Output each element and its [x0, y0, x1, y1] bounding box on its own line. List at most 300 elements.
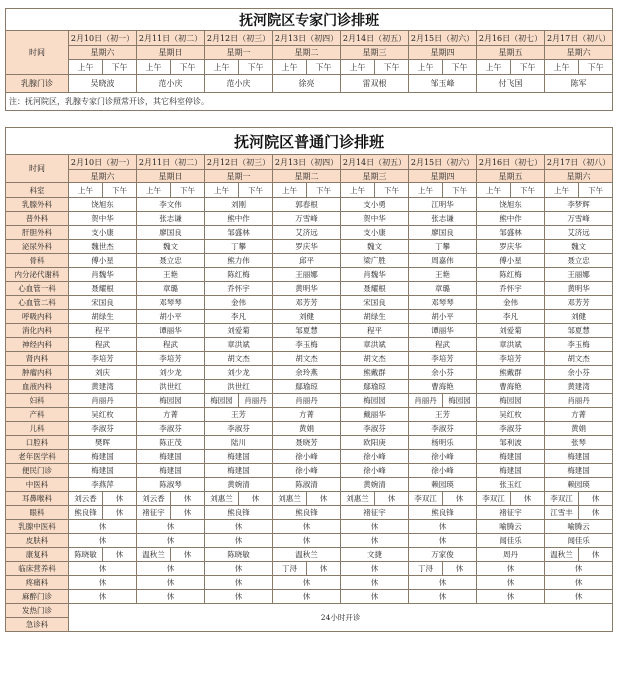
- doctor-cell: 程武: [69, 338, 137, 352]
- doctor-cell: 聂耀根: [341, 282, 409, 296]
- date-header: 2月15日（初六）: [409, 155, 477, 170]
- doctor-cell: 休: [409, 534, 477, 548]
- doctor-cell: 邹玉峰: [409, 75, 477, 93]
- doctor-cell-am: 肖丽丹: [409, 394, 443, 408]
- doctor-cell: 梅建国: [69, 450, 137, 464]
- doctor-cell: 休: [137, 562, 205, 576]
- weekday-header: 星期四: [409, 170, 477, 183]
- time-label: 时间: [6, 31, 69, 75]
- doctor-cell: 方菁: [137, 408, 205, 422]
- doctor-cell-pm: 休: [103, 548, 137, 562]
- doctor-cell-pm: 休: [103, 506, 137, 520]
- doctor-cell: 休: [545, 590, 613, 604]
- am-header: 上午: [273, 183, 307, 198]
- date-header: 2月11日（初二）: [137, 155, 205, 170]
- doctor-cell: 李淑芬: [341, 422, 409, 436]
- doctor-cell: 李培芳: [137, 352, 205, 366]
- dept-name: 康复科: [6, 548, 69, 562]
- doctor-cell: 休: [273, 590, 341, 604]
- doctor-cell: 刘少龙: [205, 366, 273, 380]
- doctor-cell: 胡绿生: [341, 310, 409, 324]
- doctor-cell: 刘爱菊: [205, 324, 273, 338]
- doctor-cell: 徐小峰: [273, 464, 341, 478]
- doctor-cell-am: 温秋兰: [545, 548, 579, 562]
- doctor-cell: 梅建国: [545, 450, 613, 464]
- doctor-cell: 贺中华: [341, 212, 409, 226]
- doctor-cell: 温秋兰: [273, 548, 341, 562]
- am-header: 上午: [545, 60, 579, 75]
- doctor-cell: 休: [341, 534, 409, 548]
- dept-name: 内分泌代谢科: [6, 268, 69, 282]
- doctor-cell: 曹海艳: [477, 380, 545, 394]
- doctor-cell: 陈军: [545, 75, 613, 93]
- doctor-cell-am: 江雪丰: [545, 506, 579, 520]
- doctor-cell: 王芳: [409, 408, 477, 422]
- weekday-header: 星期三: [341, 46, 409, 60]
- doctor-cell: 李淑芬: [205, 422, 273, 436]
- doctor-cell: 聂耀根: [69, 282, 137, 296]
- doctor-cell: 李淑芬: [137, 422, 205, 436]
- doctor-cell-am: 李双江: [545, 492, 579, 506]
- dept-name: 老年医学科: [6, 450, 69, 464]
- doctor-cell-pm: 休: [103, 492, 137, 506]
- doctor-cell: 周丹: [477, 548, 545, 562]
- am-header: 上午: [477, 183, 511, 198]
- doctor-cell: 范小庆: [205, 75, 273, 93]
- doctor-cell: 付飞国: [477, 75, 545, 93]
- am-header: 上午: [69, 183, 103, 198]
- dept-name: 肝胆外科: [6, 226, 69, 240]
- doctor-cell: 胡小平: [137, 310, 205, 324]
- doctor-cell: 支小勇: [341, 198, 409, 212]
- am-header: 上午: [545, 183, 579, 198]
- doctor-cell: 休: [477, 576, 545, 590]
- dept-name: 心血管一科: [6, 282, 69, 296]
- doctor-cell: 邹盛林: [205, 226, 273, 240]
- doctor-cell: 休: [69, 590, 137, 604]
- doctor-cell-pm: 休: [511, 492, 545, 506]
- doctor-cell: 陈淑琴: [137, 478, 205, 492]
- doctor-cell: 张玉红: [477, 478, 545, 492]
- doctor-cell-am: 李双江: [477, 492, 511, 506]
- doctor-cell: 谭丽华: [409, 324, 477, 338]
- weekday-header: 星期四: [409, 46, 477, 60]
- doctor-cell: 方菁: [273, 408, 341, 422]
- am-header: 上午: [409, 183, 443, 198]
- doctor-cell: 程武: [409, 338, 477, 352]
- doctor-cell: 黄婉清: [205, 478, 273, 492]
- doctor-cell: 支小康: [341, 226, 409, 240]
- am-header: 上午: [477, 60, 511, 75]
- doctor-cell: 休: [137, 590, 205, 604]
- doctor-cell: 黄明华: [545, 282, 613, 296]
- doctor-cell: 休: [205, 562, 273, 576]
- doctor-cell: 杨明乐: [409, 436, 477, 450]
- doctor-cell: 徐小峰: [341, 464, 409, 478]
- doctor-cell: 刘健: [545, 310, 613, 324]
- doctor-cell: 休: [137, 534, 205, 548]
- date-header: 2月17日（初八）: [545, 155, 613, 170]
- pm-header: 下午: [307, 60, 341, 75]
- doctor-cell: 熊中作: [205, 212, 273, 226]
- doctor-cell: 周嘉伟: [409, 254, 477, 268]
- doctor-cell: 休: [137, 576, 205, 590]
- doctor-cell: 陈正茂: [137, 436, 205, 450]
- dept-name: 临床营养科: [6, 562, 69, 576]
- doctor-cell: 胡文杰: [341, 352, 409, 366]
- doctor-cell: 魏文: [341, 240, 409, 254]
- doctor-cell: 欧阳庚: [341, 436, 409, 450]
- date-header: 2月16日（初七）: [477, 155, 545, 170]
- doctor-cell: 章洪斌: [341, 338, 409, 352]
- doctor-cell: 艾济远: [273, 226, 341, 240]
- dept-name: 血液内科: [6, 380, 69, 394]
- doctor-cell: 熊良锋: [273, 506, 341, 520]
- doctor-cell: 梅园园: [137, 394, 205, 408]
- doctor-cell: 魏文: [137, 240, 205, 254]
- doctor-cell: 熊良锋: [205, 506, 273, 520]
- doctor-cell-am: 丁浔: [409, 562, 443, 576]
- doctor-cell: 褚征宇: [477, 506, 545, 520]
- pm-header: 下午: [511, 60, 545, 75]
- doctor-cell: 徐小峰: [409, 450, 477, 464]
- doctor-cell: 李培芳: [477, 352, 545, 366]
- doctor-cell: 胡文杰: [205, 352, 273, 366]
- doctor-cell: 吴红枚: [477, 408, 545, 422]
- dept-name: 耳鼻喉科: [6, 492, 69, 506]
- dept-name: 骨科: [6, 254, 69, 268]
- doctor-cell: 肖丽丹: [545, 394, 613, 408]
- doctor-cell: 陈红梅: [477, 268, 545, 282]
- doctor-cell: 廖国良: [137, 226, 205, 240]
- doctor-cell: 李淑芬: [409, 422, 477, 436]
- doctor-cell: 休: [205, 576, 273, 590]
- weekday-header: 星期二: [273, 46, 341, 60]
- doctor-cell: 邹利波: [477, 436, 545, 450]
- am-header: 上午: [205, 60, 239, 75]
- doctor-cell: 乔怀宇: [205, 282, 273, 296]
- date-header: 2月11日（初二）: [137, 31, 205, 46]
- dept-name: 心血管二科: [6, 296, 69, 310]
- doctor-cell: 范小庆: [137, 75, 205, 93]
- doctor-cell-am: 温秋兰: [137, 548, 171, 562]
- weekday-header: 星期五: [477, 170, 545, 183]
- doctor-cell: 章璐: [409, 282, 477, 296]
- doctor-cell-pm: 休: [579, 492, 613, 506]
- doctor-cell: 丁攀: [409, 240, 477, 254]
- doctor-cell: 艾济远: [545, 226, 613, 240]
- doctor-cell: 休: [69, 576, 137, 590]
- doctor-cell: 王芳: [205, 408, 273, 422]
- dept-name: 泌尿外科: [6, 240, 69, 254]
- doctor-cell: 聂立忠: [137, 254, 205, 268]
- dept-name: 疼痛科: [6, 576, 69, 590]
- doctor-cell-pm: 肖丽丹: [239, 394, 273, 408]
- doctor-cell: 梅建国: [137, 450, 205, 464]
- doctor-cell: 胡文杰: [545, 352, 613, 366]
- doctor-cell: 鄢瑜琼: [341, 380, 409, 394]
- doctor-cell-pm: 休: [375, 492, 409, 506]
- doctor-cell: 梅建国: [69, 464, 137, 478]
- date-header: 2月14日（初五）: [341, 155, 409, 170]
- date-header: 2月13日（初四）: [273, 155, 341, 170]
- pm-header: 下午: [579, 183, 613, 198]
- doctor-cell: 洪世红: [205, 380, 273, 394]
- doctor-cell: 陆川: [205, 436, 273, 450]
- dept-label: 科室: [6, 183, 69, 198]
- doctor-cell: 廖国良: [409, 226, 477, 240]
- doctor-cell: 熊戴群: [477, 366, 545, 380]
- doctor-cell: 肖魏华: [69, 268, 137, 282]
- doctor-cell: 梅建国: [137, 464, 205, 478]
- doctor-cell: 肖丽丹: [69, 394, 137, 408]
- doctor-cell-pm: 休: [579, 548, 613, 562]
- doctor-cell: 陈晓敏: [205, 548, 273, 562]
- doctor-cell: 肖魏华: [341, 268, 409, 282]
- dept-name: 中医科: [6, 478, 69, 492]
- pm-header: 下午: [375, 183, 409, 198]
- doctor-cell: 乔怀宇: [477, 282, 545, 296]
- doctor-cell: 张琴: [545, 436, 613, 450]
- doctor-cell-pm: 休: [171, 492, 205, 506]
- weekday-header: 星期一: [205, 170, 273, 183]
- doctor-cell: 胡绿生: [69, 310, 137, 324]
- doctor-cell: 李梦辉: [545, 198, 613, 212]
- dept-name: 普外科: [6, 212, 69, 226]
- doctor-cell: 邱平: [273, 254, 341, 268]
- doctor-cell: 徐小峰: [273, 450, 341, 464]
- doctor-cell: 刘少龙: [137, 366, 205, 380]
- dept-name: 乳腺外科: [6, 198, 69, 212]
- expert-note: 注：抚河院区，乳腺专家门诊照常开诊，其它科室停诊。: [6, 93, 613, 111]
- doctor-cell: 雷双根: [341, 75, 409, 93]
- doctor-cell: 江明华: [409, 198, 477, 212]
- expert-schedule-table: [5, 8, 613, 111]
- doctor-cell: 休: [273, 534, 341, 548]
- doctor-cell-pm: 休: [239, 492, 273, 506]
- doctor-cell: 章璐: [137, 282, 205, 296]
- doctor-cell-am: 褚征宇: [137, 506, 171, 520]
- dept-name: 肿瘤内科: [6, 366, 69, 380]
- pm-header: 下午: [239, 183, 273, 198]
- doctor-cell: 章洪斌: [477, 338, 545, 352]
- doctor-cell: 刘庆: [69, 366, 137, 380]
- doctor-cell: 邓琴琴: [137, 296, 205, 310]
- doctor-cell: 鄢瑜琼: [273, 380, 341, 394]
- doctor-cell: 邓芳芳: [273, 296, 341, 310]
- dept-name: 神经内科: [6, 338, 69, 352]
- doctor-cell: 王丽娜: [545, 268, 613, 282]
- doctor-cell: 丁攀: [205, 240, 273, 254]
- doctor-cell: 梅建国: [477, 450, 545, 464]
- date-header: 2月12日（初三）: [205, 31, 273, 46]
- doctor-cell: 邓芳芳: [545, 296, 613, 310]
- doctor-cell: 黄建湾: [545, 380, 613, 394]
- pm-header: 下午: [443, 183, 477, 198]
- doctor-cell: 黄婉清: [341, 478, 409, 492]
- doctor-cell-am: 熊良锋: [69, 506, 103, 520]
- doctor-cell: 李淑芬: [477, 422, 545, 436]
- general-title: 抚河院区普通门诊排班: [6, 128, 613, 155]
- doctor-cell: 陈红梅: [205, 268, 273, 282]
- doctor-cell-am: 丁浔: [273, 562, 307, 576]
- doctor-cell: 梁广胜: [341, 254, 409, 268]
- doctor-cell: 聂晓芳: [273, 436, 341, 450]
- doctor-cell-am: 李双江: [409, 492, 443, 506]
- pm-header: 下午: [239, 60, 273, 75]
- doctor-cell: 休: [205, 590, 273, 604]
- doctor-cell: 休: [409, 520, 477, 534]
- doctor-cell: 休: [69, 534, 137, 548]
- doctor-cell: 宋国良: [69, 296, 137, 310]
- dept-name: 发热门诊: [6, 604, 69, 618]
- doctor-cell: 休: [69, 562, 137, 576]
- doctor-cell-pm: 休: [307, 492, 341, 506]
- doctor-cell: 吴红枚: [69, 408, 137, 422]
- am-header: 上午: [273, 60, 307, 75]
- doctor-cell: 赖园瑛: [409, 478, 477, 492]
- doctor-cell: 罗庆华: [477, 240, 545, 254]
- doctor-cell: 邹盛林: [477, 226, 545, 240]
- doctor-cell: 闻佳乐: [545, 534, 613, 548]
- doctor-cell: 余玲燕: [273, 366, 341, 380]
- doctor-cell: 休: [409, 590, 477, 604]
- doctor-cell: 贺中华: [69, 212, 137, 226]
- doctor-cell: 休: [545, 576, 613, 590]
- am-header: 上午: [409, 60, 443, 75]
- doctor-cell: 刘爱菊: [477, 324, 545, 338]
- doctor-cell: 余小芬: [545, 366, 613, 380]
- doctor-cell: 黄娟: [273, 422, 341, 436]
- doctor-cell: 张志谦: [409, 212, 477, 226]
- doctor-cell: 胡文杰: [273, 352, 341, 366]
- doctor-cell: 休: [273, 576, 341, 590]
- dept-name: 肾内科: [6, 352, 69, 366]
- dept-name: 眼科: [6, 506, 69, 520]
- weekday-header: 星期五: [477, 46, 545, 60]
- doctor-cell: 金伟: [205, 296, 273, 310]
- doctor-cell: 熊戴群: [341, 366, 409, 380]
- doctor-cell: 休: [477, 590, 545, 604]
- doctor-cell: 休: [409, 576, 477, 590]
- doctor-cell: 肖丽丹: [273, 394, 341, 408]
- doctor-cell: 章洪斌: [205, 338, 273, 352]
- dept-name: 麻醉门诊: [6, 590, 69, 604]
- pm-header: 下午: [103, 183, 137, 198]
- doctor-cell: 李凡: [205, 310, 273, 324]
- dept-name: 乳腺门诊: [6, 75, 69, 93]
- doctor-cell-am: 刘云香: [137, 492, 171, 506]
- doctor-cell: 傅小星: [69, 254, 137, 268]
- doctor-cell: 邓琴琴: [409, 296, 477, 310]
- doctor-cell: 休: [273, 520, 341, 534]
- am-header: 上午: [341, 60, 375, 75]
- doctor-cell-am: 梅园园: [205, 394, 239, 408]
- doctor-cell-pm: 休: [443, 562, 477, 576]
- doctor-cell: 罗庆华: [273, 240, 341, 254]
- doctor-cell: 赖园瑛: [545, 478, 613, 492]
- doctor-cell: 熊力伟: [205, 254, 273, 268]
- doctor-cell: 王艳: [137, 268, 205, 282]
- doctor-cell: 梅建国: [205, 450, 273, 464]
- doctor-cell: 戴丽华: [341, 408, 409, 422]
- weekday-header: 星期三: [341, 170, 409, 183]
- weekday-header: 星期六: [545, 170, 613, 183]
- date-header: 2月13日（初四）: [273, 31, 341, 46]
- doctor-cell: 休: [137, 520, 205, 534]
- doctor-cell: 邹夏慧: [273, 324, 341, 338]
- doctor-cell: 王艳: [409, 268, 477, 282]
- doctor-cell-pm: 梅园园: [443, 394, 477, 408]
- doctor-cell-pm: 休: [579, 506, 613, 520]
- doctor-cell: 余小芬: [409, 366, 477, 380]
- doctor-cell: 黄明华: [273, 282, 341, 296]
- dept-name: 便民门诊: [6, 464, 69, 478]
- doctor-cell: 谭丽华: [137, 324, 205, 338]
- doctor-cell: 梅园园: [341, 394, 409, 408]
- doctor-cell: 熊良锋: [409, 506, 477, 520]
- dept-name: 妇科: [6, 394, 69, 408]
- doctor-cell: 李玉梅: [273, 338, 341, 352]
- doctor-cell-am: 陈晓敏: [69, 548, 103, 562]
- pm-header: 下午: [171, 183, 205, 198]
- doctor-cell: 褚征宇: [341, 506, 409, 520]
- doctor-cell-am: 刘云香: [69, 492, 103, 506]
- doctor-cell: 饶旭东: [477, 198, 545, 212]
- doctor-cell: 休: [69, 520, 137, 534]
- doctor-cell: 陈淑清: [273, 478, 341, 492]
- doctor-cell: 梅建国: [477, 464, 545, 478]
- expert-title: 抚河院区专家门诊排班: [6, 9, 613, 31]
- date-header: 2月17日（初八）: [545, 31, 613, 46]
- doctor-cell: 休: [341, 590, 409, 604]
- pm-header: 下午: [103, 60, 137, 75]
- dept-name: 皮肤科: [6, 534, 69, 548]
- doctor-cell: 邹夏慧: [545, 324, 613, 338]
- doctor-cell: 徐小峰: [409, 464, 477, 478]
- dept-name: 呼吸内科: [6, 310, 69, 324]
- weekday-header: 星期一: [205, 46, 273, 60]
- date-header: 2月10日（初一）: [69, 31, 137, 46]
- dept-name: 急诊科: [6, 618, 69, 632]
- doctor-cell: 胡小平: [409, 310, 477, 324]
- am-header: 上午: [69, 60, 103, 75]
- doctor-cell: 吴晓波: [69, 75, 137, 93]
- doctor-cell: 刘健: [273, 310, 341, 324]
- doctor-cell: 洪世红: [137, 380, 205, 394]
- doctor-cell: 李文伟: [137, 198, 205, 212]
- doctor-cell: 程武: [137, 338, 205, 352]
- doctor-cell: 李玉梅: [545, 338, 613, 352]
- pm-header: 下午: [307, 183, 341, 198]
- doctor-cell: 黄娟: [545, 422, 613, 436]
- date-header: 2月12日（初三）: [205, 155, 273, 170]
- doctor-cell: 李淑芬: [69, 422, 137, 436]
- doctor-cell: 休: [477, 562, 545, 576]
- doctor-cell: 魏世杰: [69, 240, 137, 254]
- doctor-cell: 熊中作: [477, 212, 545, 226]
- doctor-cell: 程平: [69, 324, 137, 338]
- am-header: 上午: [341, 183, 375, 198]
- doctor-cell: 万雪峰: [545, 212, 613, 226]
- doctor-cell: 闻佳乐: [477, 534, 545, 548]
- weekday-header: 星期六: [69, 170, 137, 183]
- general-schedule-table: [5, 127, 613, 632]
- weekday-header: 星期日: [137, 46, 205, 60]
- doctor-cell: 徐小峰: [341, 450, 409, 464]
- pm-header: 下午: [511, 183, 545, 198]
- am-header: 上午: [205, 183, 239, 198]
